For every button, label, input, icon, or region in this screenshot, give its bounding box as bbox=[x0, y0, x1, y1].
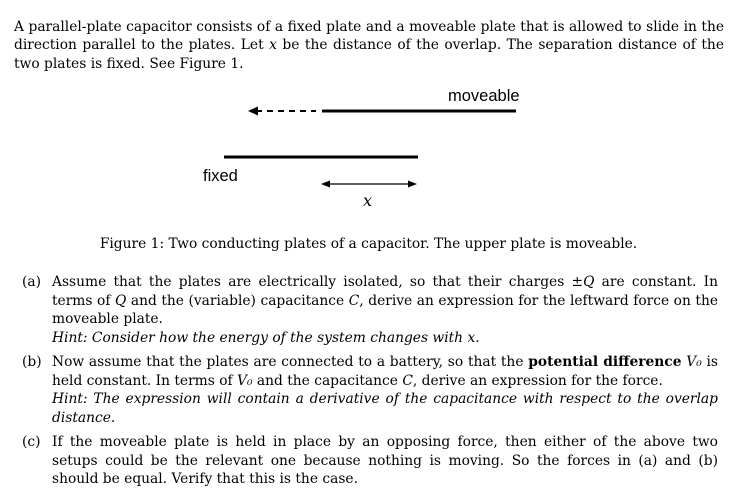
question-list bbox=[22, 273, 718, 495]
math-c: C bbox=[402, 372, 413, 389]
moveable-label: moveable bbox=[448, 87, 520, 105]
question-hint: Hint: The expression will contain a derivative of the capacitance with respect to the overlap distance. bbox=[52, 391, 718, 426]
overlap-arrowhead-left bbox=[321, 181, 330, 188]
question-hint: Hint: Consider how the energy of the system changes with x. bbox=[52, 329, 480, 346]
question-text: Assume that the plates are electrically isolated, so that their charges bbox=[52, 274, 572, 290]
intro-text-2: be the distance of the overlap. The separation distance of the two plates is fixed. See Figure 1. bbox=[14, 37, 724, 72]
figure-caption: Figure 1: Two conducting plates of a capacitor. The upper plate is moveable. bbox=[99, 236, 638, 252]
question-text: and the (variable) capacitance bbox=[126, 292, 349, 309]
math-charge: ±Q bbox=[571, 274, 595, 290]
question-text: is held constant. In terms of bbox=[52, 354, 718, 389]
math-v0: V₀ bbox=[681, 354, 702, 370]
intro-text-1: A parallel-plate capacitor consists of a fixed plate and a moveable plate that is allowed to slide in the direction parallel to the plates. Let bbox=[14, 18, 724, 54]
math-q: Q bbox=[114, 292, 127, 309]
question-label: (a) bbox=[22, 274, 41, 290]
question-label: (c) bbox=[22, 434, 41, 450]
question-label: (b) bbox=[22, 354, 42, 370]
question-text: , derive an expression for the force. bbox=[412, 372, 663, 389]
bold-term: potential difference bbox=[528, 354, 682, 370]
leftward-arrowhead bbox=[248, 107, 258, 116]
question-text: , derive an expression for the leftward force on the moveable plate. bbox=[52, 292, 719, 327]
question-body bbox=[52, 273, 718, 347]
question-body bbox=[52, 433, 718, 489]
question-text: If the moveable plate is held in place by an opposing force, then either of the above two setups could be the relevant one because nothing is moving. So the forces in (a) and (b) should be equal. Verify that this is the case. bbox=[52, 434, 718, 487]
question-text: Now assume that the plates are connected to a battery, so that the bbox=[52, 354, 529, 370]
question-c bbox=[22, 433, 718, 489]
question-text: and the capacitance bbox=[252, 372, 403, 389]
overlap-arrowhead-right bbox=[408, 181, 417, 188]
math-c: C bbox=[348, 292, 360, 309]
overlap-x-label: x bbox=[363, 191, 373, 210]
question-body bbox=[52, 353, 718, 427]
question-a bbox=[22, 273, 718, 347]
question-text: are constant. In terms of bbox=[52, 274, 718, 309]
math-v0: V₀ bbox=[237, 372, 253, 389]
question-b bbox=[22, 353, 718, 427]
fixed-label: fixed bbox=[203, 167, 238, 185]
intro-var-x: x bbox=[269, 37, 277, 54]
